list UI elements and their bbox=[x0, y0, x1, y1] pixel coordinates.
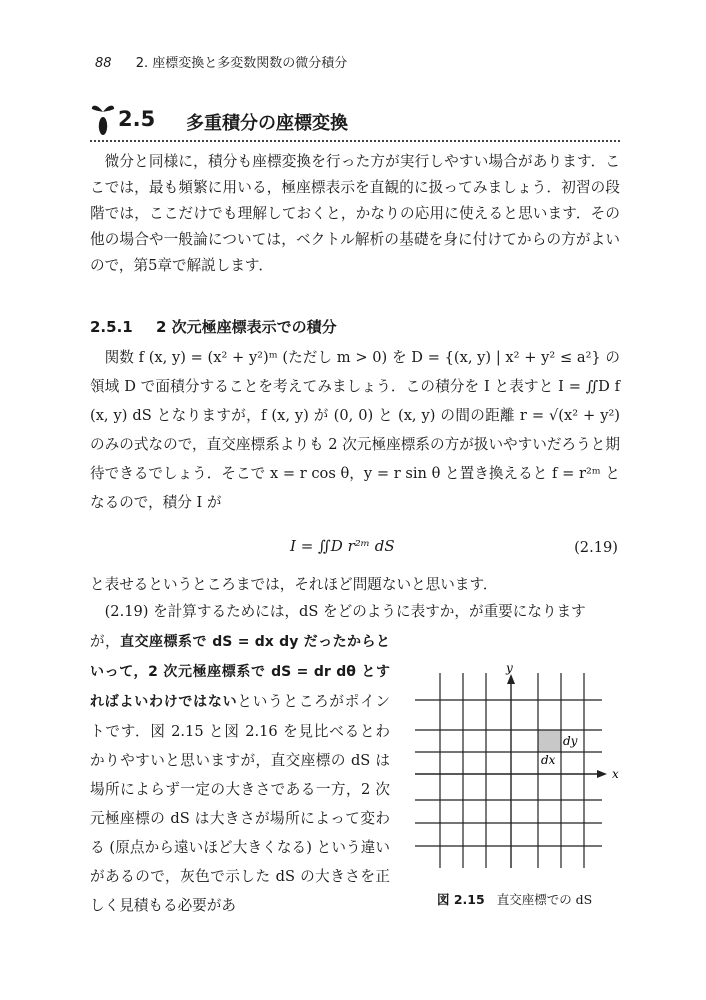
full-width-line: (2.19) を計算するためには，dS をどのように表すか，が重要になります bbox=[104, 603, 586, 620]
page-number: 88 bbox=[95, 56, 112, 71]
bold-statement: 直交座標系で dS = dx dy だったからといって，2 次元極座標系で dS = dr dθ とすればよいわけではない bbox=[90, 634, 390, 710]
after-equation-text: と表せるというところまでは，それほど問題ないと思います． bbox=[90, 576, 498, 593]
wrap-rest: というところがポイントです．図 2.15 と図 2.16 を見比べるとわかりやすいと思いますが，直交座標の dS は場所によらず一定の大きさである一方，2 次元極座標の dS は大きさが場所によって変わる (原点から遠いほど大きくなる) という違いがあるので，灰色で示した dS の大きさを正しく見積もる必要があ bbox=[90, 693, 390, 914]
axes bbox=[415, 678, 603, 868]
section-title: 多重積分の座標変換 bbox=[186, 113, 348, 134]
section-number: 2.5 bbox=[118, 107, 156, 131]
intro-paragraph: 微分と同様に，積分も座標変換を行った方が実行しやすい場合があります．ここでは，最も頻繁に用いる，極座標表示を直観的に扱ってみましょう．初習の段階では，ここだけでも理解しておくと，かなりの応用に使えると思います．その他の場合や一般論については，ベクトル解析の基礎を身に付けてからの方がよいので，第5章で解説します． bbox=[90, 153, 620, 274]
body-paragraph: 関数 f (x, y) = (x² + y²)ᵐ (ただし m > 0) を D = {(x, y) | x² + y² ≤ a²} の領域 D で面積分することを考えてみましょう．この積分を I と表すと I = ∬D f (x, y) dS となりますが，f (x, y) が (0, 0) と (x, y) の間の距離 r = √(x² + y²) のみの式なので，直交座標系よりも 2 次元極座標系の方が扱いやすいだろうと期待できるでしょう．そこで x = r cos θ，y = r sin θ と置き換えると f = r²ᵐ となるので，積分 I が bbox=[90, 349, 620, 511]
figure-caption-label: 図 2.15 bbox=[437, 892, 485, 907]
y-axis-label: y bbox=[506, 661, 513, 675]
dx-label: dx bbox=[541, 753, 556, 767]
wrap-lead: が， bbox=[90, 633, 121, 650]
section-heading bbox=[90, 100, 620, 142]
equation-number: (2.19) bbox=[574, 539, 618, 556]
subsection-number: 2.5.1 bbox=[90, 318, 133, 336]
equation-2-19: I = ∬D r²ᵐ dS bbox=[290, 537, 395, 555]
dy-label: dy bbox=[563, 734, 578, 748]
figure-caption-text: 直交座標での dS bbox=[496, 892, 593, 907]
x-axis-label: x bbox=[612, 767, 619, 781]
chapter-title: 2. 座標変換と多変数関数の微分積分 bbox=[135, 56, 348, 71]
highlighted-area-ds bbox=[538, 730, 561, 752]
sprout-icon bbox=[90, 100, 116, 136]
cartesian-grid-figure bbox=[405, 658, 625, 878]
running-header bbox=[95, 52, 347, 71]
subsection-heading bbox=[90, 316, 337, 337]
subsection-title: 2 次元極座標表示での積分 bbox=[155, 318, 337, 336]
x-axis-arrow-icon bbox=[597, 770, 607, 778]
y-axis-arrow-icon bbox=[507, 674, 515, 684]
grid-lines bbox=[415, 673, 602, 868]
figure-caption bbox=[437, 890, 592, 908]
wrapped-paragraph bbox=[90, 627, 390, 920]
